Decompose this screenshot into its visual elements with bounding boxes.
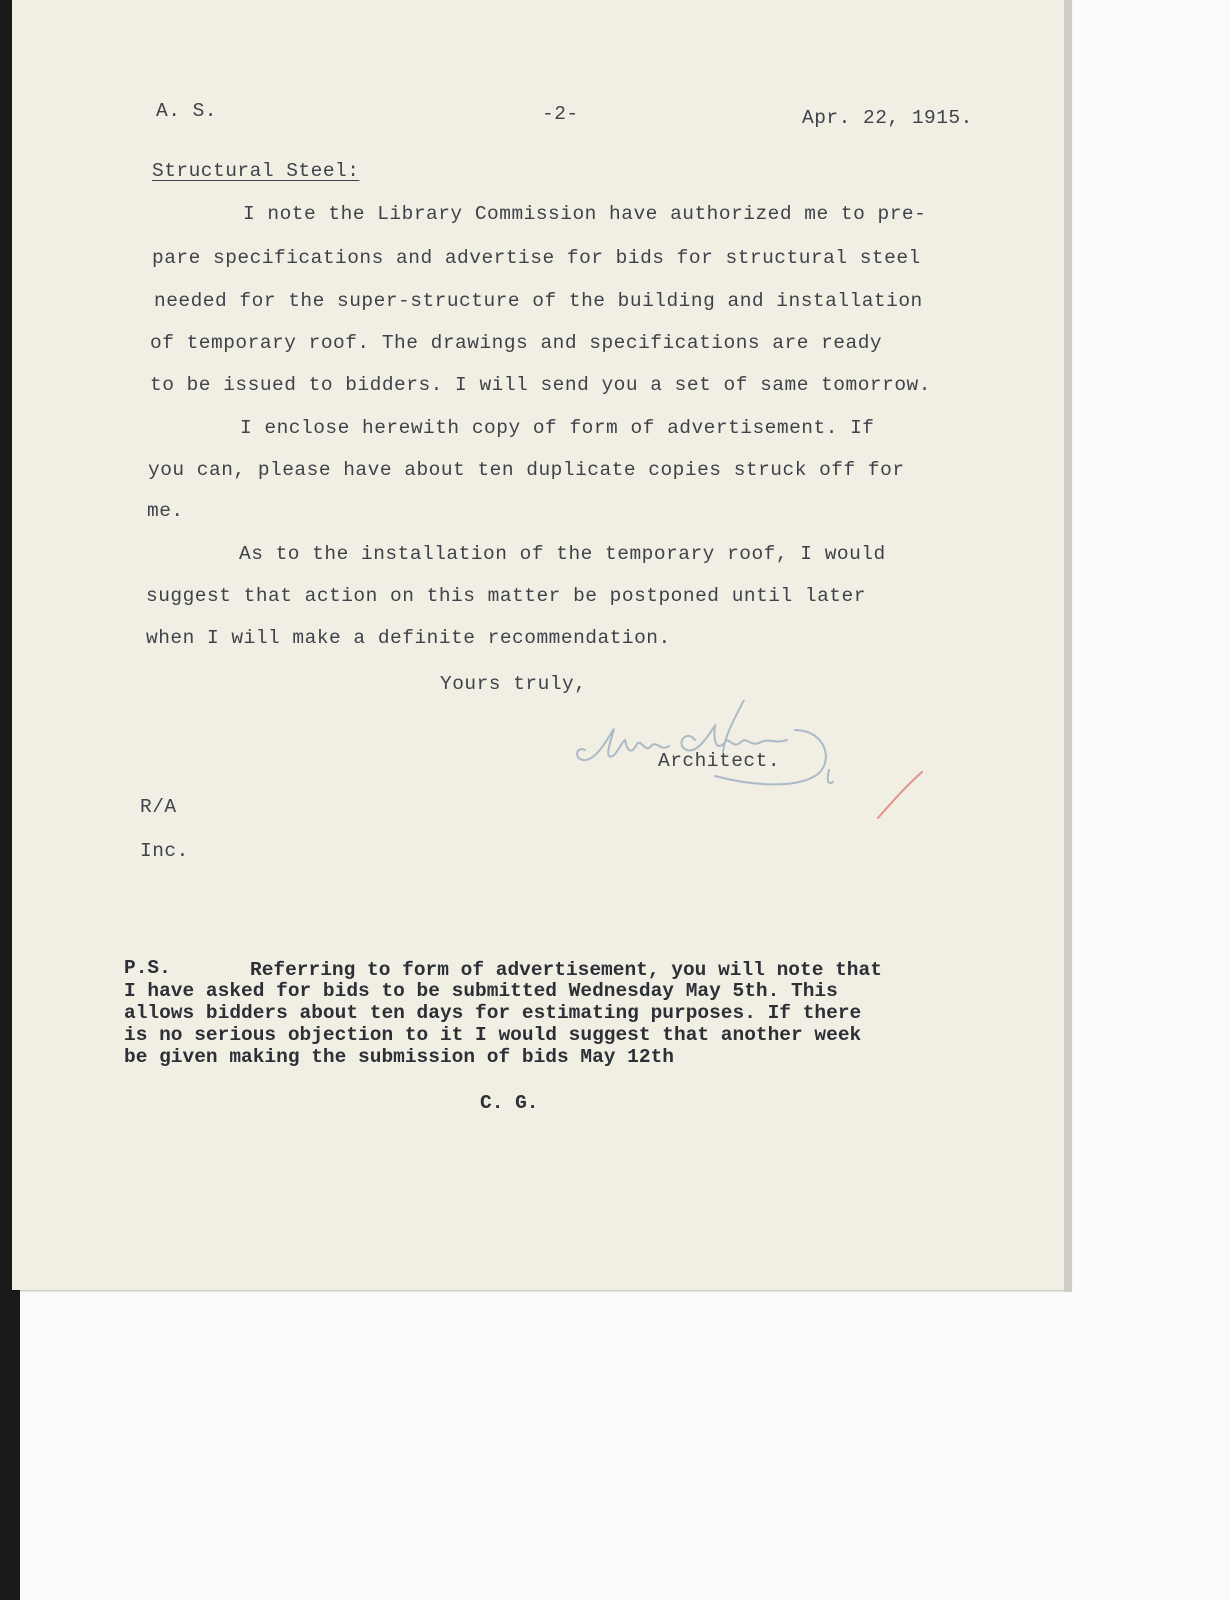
closing-salutation: Yours truly,	[440, 673, 587, 695]
letter-date: Apr. 22, 1915.	[802, 107, 973, 129]
body-line: of temporary roof. The drawings and specifications are ready	[150, 332, 883, 354]
red-pencil-mark	[870, 766, 930, 826]
postscript-line: Referring to form of advertisement, you will note that	[250, 959, 882, 981]
postscript-label: P.S.	[124, 957, 171, 979]
body-line: you can, please have about ten duplicate copies struck off for	[148, 459, 905, 481]
postscript-line: is no serious objection to it I would suggest that another week	[124, 1024, 862, 1046]
enclosure-note: Inc.	[140, 840, 189, 862]
postscript-initials: C. G.	[480, 1092, 539, 1114]
page-edge-shadow	[1064, 0, 1072, 1292]
page-number: -2-	[542, 103, 579, 125]
body-line: suggest that action on this matter be postponed until later	[146, 585, 866, 607]
body-line: I note the Library Commission have authorized me to pre-	[243, 203, 927, 225]
signature-title: Architect.	[658, 750, 781, 772]
body-line: pare specifications and advertise for bids for structural steel	[152, 247, 921, 269]
section-heading: Structural Steel:	[152, 160, 360, 182]
postscript-line: be given making the submission of bids May 12th	[124, 1046, 674, 1068]
postscript-line: I have asked for bids to be submitted Wednesday May 5th. This	[124, 980, 838, 1002]
body-line: As to the installation of the temporary roof, I would	[239, 543, 886, 565]
body-line: I enclose herewith copy of form of advertisement. If	[240, 417, 875, 439]
body-line: when I will make a definite recommendation.	[146, 627, 671, 649]
body-line: to be issued to bidders. I will send you a set of same tomorrow.	[150, 374, 931, 396]
postscript-line: allows bidders about ten days for estimating purposes. If there	[124, 1002, 862, 1024]
recipient-initials: A. S.	[156, 100, 218, 122]
body-line: me.	[147, 500, 184, 522]
reference-initials: R/A	[140, 796, 177, 818]
body-line: needed for the super-structure of the building and installation	[154, 290, 923, 312]
